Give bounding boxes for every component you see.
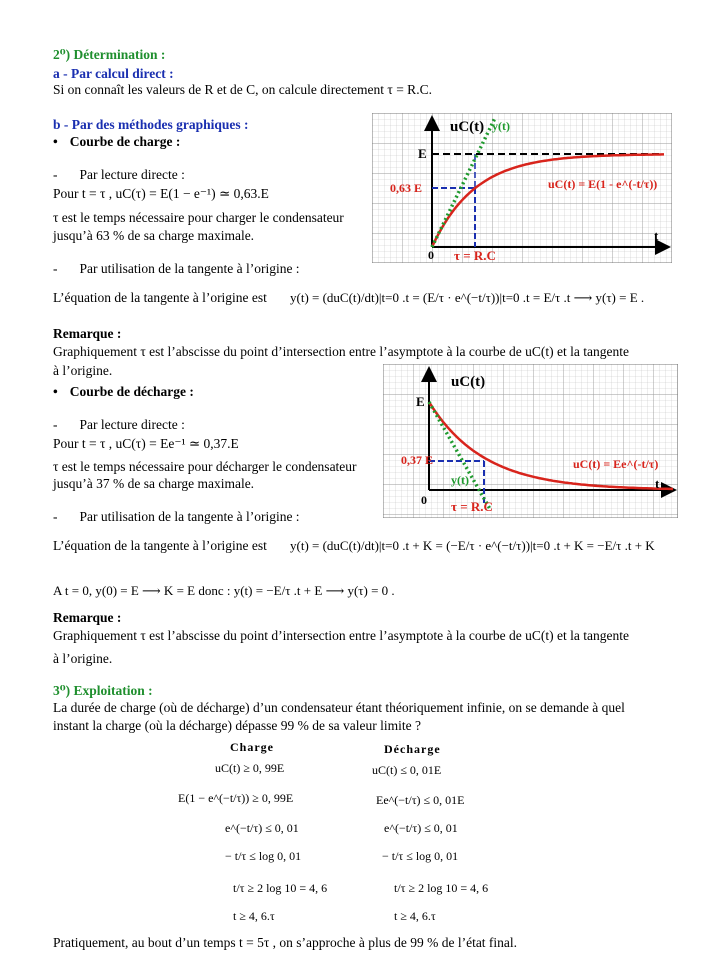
decharge-remark-text: Graphiquement τ est l’abscisse du point d’intersection entre l’asymptote à la courbe de uC(t) et la tangente [53,628,629,643]
decharge-step-1: uC(t) ≤ 0, 01E [372,763,442,777]
decharge-graph [383,364,678,518]
charge-tangent-eq: y(t) = (duC(t)/dt)|t=0 .t = (E/τ · e^(−t/τ))|t=0 .t = E/τ .t ⟶ y(τ) = E . [290,290,645,305]
decharge-tau-line2: jusqu’à 37 % de sa charge maximale. [53,476,255,491]
decharge-curve-label: uC(t) = Ee^(-t/τ) [573,457,659,471]
charge-graph [372,113,672,263]
decharge-ylabel: uC(t) [451,374,486,390]
decharge-tangent-title: - Par utilisation de la tangente à l’origine : [53,509,300,525]
charge-column-head: Charge [230,740,274,754]
charge-lecture: - Par lecture directe : [53,167,185,183]
charge-level-label: 0,63 E [390,181,423,195]
charge-figure [372,113,672,263]
charge-tangent-title: - Par utilisation de la tangente à l’origine : [53,261,300,277]
charge-origin: 0 [428,248,434,262]
decharge-lecture: - Par lecture directe : [53,417,185,433]
charge-tangent-label: y(t) [492,119,510,133]
section3-conclusion: Pratiquement, au bout d’un temps t = 5τ , on s’approche à plus de 99 % de l’état final. [53,935,518,950]
charge-remark-title: Remarque : [53,326,122,341]
decharge-xlabel: t [655,476,660,491]
decharge-e-label: E [416,394,425,409]
section-b-title: b - Par des méthodes graphiques : [53,117,249,132]
charge-e-label: E [418,146,427,161]
decharge-step-5: t/τ ≥ 2 log 10 = 4, 6 [394,881,489,895]
charge-tangent-label: L’équation de la tangente à l’origine est [53,290,267,305]
section-a-text: Si on connaît les valeurs de R et de C, on calcule directement τ = R.C. [53,82,432,97]
decharge-heading: • Courbe de décharge : [53,384,194,400]
decharge-t0-line: A t = 0, y(0) = E ⟶ K = E donc : y(t) = −E/τ .t + E ⟶ y(τ) = 0 . [53,583,395,598]
decharge-tangent-eq: y(t) = (duC(t)/dt)|t=0 .t + K = (−E/τ · e^(−t/τ))|t=0 .t + K = −E/τ .t + K [290,538,655,553]
decharge-remark-text2: à l’origine. [53,651,113,666]
charge-step-5: t/τ ≥ 2 log 10 = 4, 6 [233,881,328,895]
decharge-origin: 0 [421,493,427,507]
decharge-step-3: e^(−t/τ) ≤ 0, 01 [384,821,458,835]
charge-remark-text2: à l’origine. [53,363,113,378]
decharge-remark-title: Remarque : [53,610,122,625]
charge-step-1: uC(t) ≥ 0, 99E [215,761,285,775]
charge-pour: Pour t = τ , uC(τ) = E(1 − e⁻¹) ≃ 0,63.E [53,186,269,201]
decharge-tau-line1: τ est le temps nécessaire pour décharger le condensateur [53,459,357,474]
charge-ylabel: uC(t) [450,119,485,135]
charge-curve-label: uC(t) = E(1 - e^(-t/τ)) [548,177,658,191]
decharge-level-label: 0,37 E [401,453,434,467]
section3-text1: La durée de charge (où de décharge) d’un condensateur étant théoriquement infinie, on se demande à quel [53,700,625,715]
section3-text2: instant la charge (où la décharge) dépasse 99 % de sa valeur limite ? [53,718,421,733]
charge-step-3: e^(−t/τ) ≤ 0, 01 [225,821,299,835]
decharge-tau-label: τ = R.C [451,499,493,514]
decharge-step-2: Ee^(−t/τ) ≤ 0, 01E [376,793,465,807]
section3-title: 3⁰) Exploitation : [53,683,153,698]
charge-step-4: − t/τ ≤ log 0, 01 [225,849,302,863]
charge-step-6: t ≥ 4, 6.τ [233,909,275,923]
section-a-title: a - Par calcul direct : [53,66,174,81]
decharge-tangent-label: y(t) [451,473,469,487]
decharge-step-6: t ≥ 4, 6.τ [394,909,436,923]
charge-xlabel: t [654,228,659,243]
charge-remark-text: Graphiquement τ est l’abscisse du point d’intersection entre l’asymptote à la courbe de uC(t) et la tangente [53,344,629,359]
decharge-pour: Pour t = τ , uC(τ) = Ee⁻¹ ≃ 0,37.E [53,436,239,451]
decharge-step-4: − t/τ ≤ log 0, 01 [382,849,459,863]
charge-tau-label: τ = R.C [454,248,496,263]
decharge-figure [383,364,678,518]
charge-step-2: E(1 − e^(−t/τ)) ≥ 0, 99E [178,791,294,805]
decharge-tangent-label: L’équation de la tangente à l’origine est [53,538,267,553]
charge-tau-line2: jusqu’à 63 % de sa charge maximale. [53,228,255,243]
charge-tau-line1: τ est le temps nécessaire pour charger le condensateur [53,210,344,225]
charge-heading: • Courbe de charge : [53,134,180,150]
section2-title: 2⁰) Détermination : [53,47,166,62]
decharge-column-head: Décharge [384,742,441,756]
